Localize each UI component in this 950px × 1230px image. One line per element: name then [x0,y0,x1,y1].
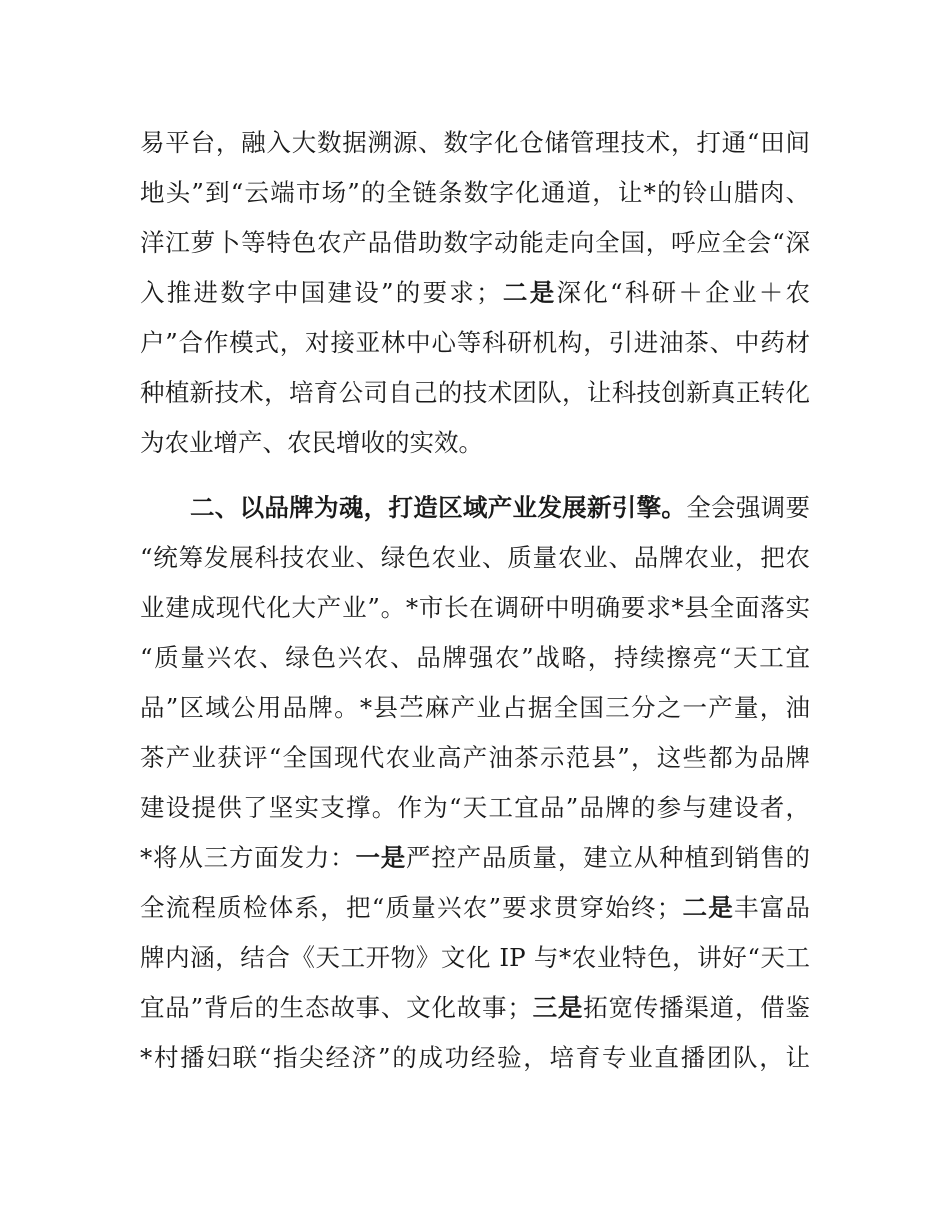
line-text [140,893,810,923]
line-segment: 全流程质检体系，把“质量兴农”要求贯穿始终； [140,893,682,922]
line-text: 为农业增产、农民增收的实效。 [140,428,483,457]
bold-marker: 二是 [681,893,734,922]
line-text: “统筹发展科技农业、绿色农业、质量农业、品牌农业，把农 [140,543,810,572]
line-segment: 宜品”背后的生态故事、文化故事； [140,993,532,1022]
line-segment: 入推进数字中国建设”的要求； [140,278,501,307]
line-text: “质量兴农、绿色兴农、品牌强农”战略，持续擦亮“天工宜 [140,643,810,672]
line-text: *村播妇联“指尖经济”的成功经验，培育专业直播团队，让 [140,1043,810,1072]
line-text: 地头”到“云端市场”的全链条数字化通道，让*的铃山腊肉、 [140,178,810,207]
line-text: 业建成现代化大产业”。*市长在调研中明确要求*县全面落实 [140,593,810,622]
line-text [190,493,810,523]
bold-marker: 一是 [355,843,407,872]
line-segment: 深化“科研＋企业＋农 [556,278,811,307]
line-text: 茶产业获评“全国现代农业高产油茶示范县”，这些都为品牌 [140,743,810,772]
line-text: 户”合作模式，对接亚林中心等科研机构，引进油茶、中药材 [140,328,810,357]
line-segment: *将从三方面发力： [140,843,356,872]
line-segment: 丰富品 [734,893,810,922]
line-text: 种植新技术，培育公司自己的技术团队，让科技创新真正转化 [140,378,810,407]
line-segment: 严控产品质量，建立从种植到销售的 [406,843,811,872]
line-text: 牌内涵，结合《天工开物》文化 IP 与*农业特色，讲好“天工 [140,943,810,972]
bold-marker: 三是 [531,993,584,1022]
line-text [140,993,810,1023]
line-text [140,278,810,308]
line-text: 洋江萝卜等特色农产品借助数字动能走向全国，呼应全会“深 [140,228,810,257]
line-text: 易平台，融入大数据溯源、数字化仓储管理技术，打通“田间 [140,128,810,157]
line-text: 品”区域公用品牌。*县苎麻产业占据全国三分之一产量，油 [140,693,810,722]
section-heading: 二、以品牌为魂，打造区域产业发展新引擎。 [190,493,687,522]
bold-marker: 二是 [500,278,557,307]
line-segment: 拓宽传播渠道，借鉴 [583,993,811,1022]
line-text [140,843,810,873]
line-text: 建设提供了坚实支撑。作为“天工宜品”品牌的参与建设者， [140,793,810,822]
line-segment: 全会强调要 [686,493,810,522]
